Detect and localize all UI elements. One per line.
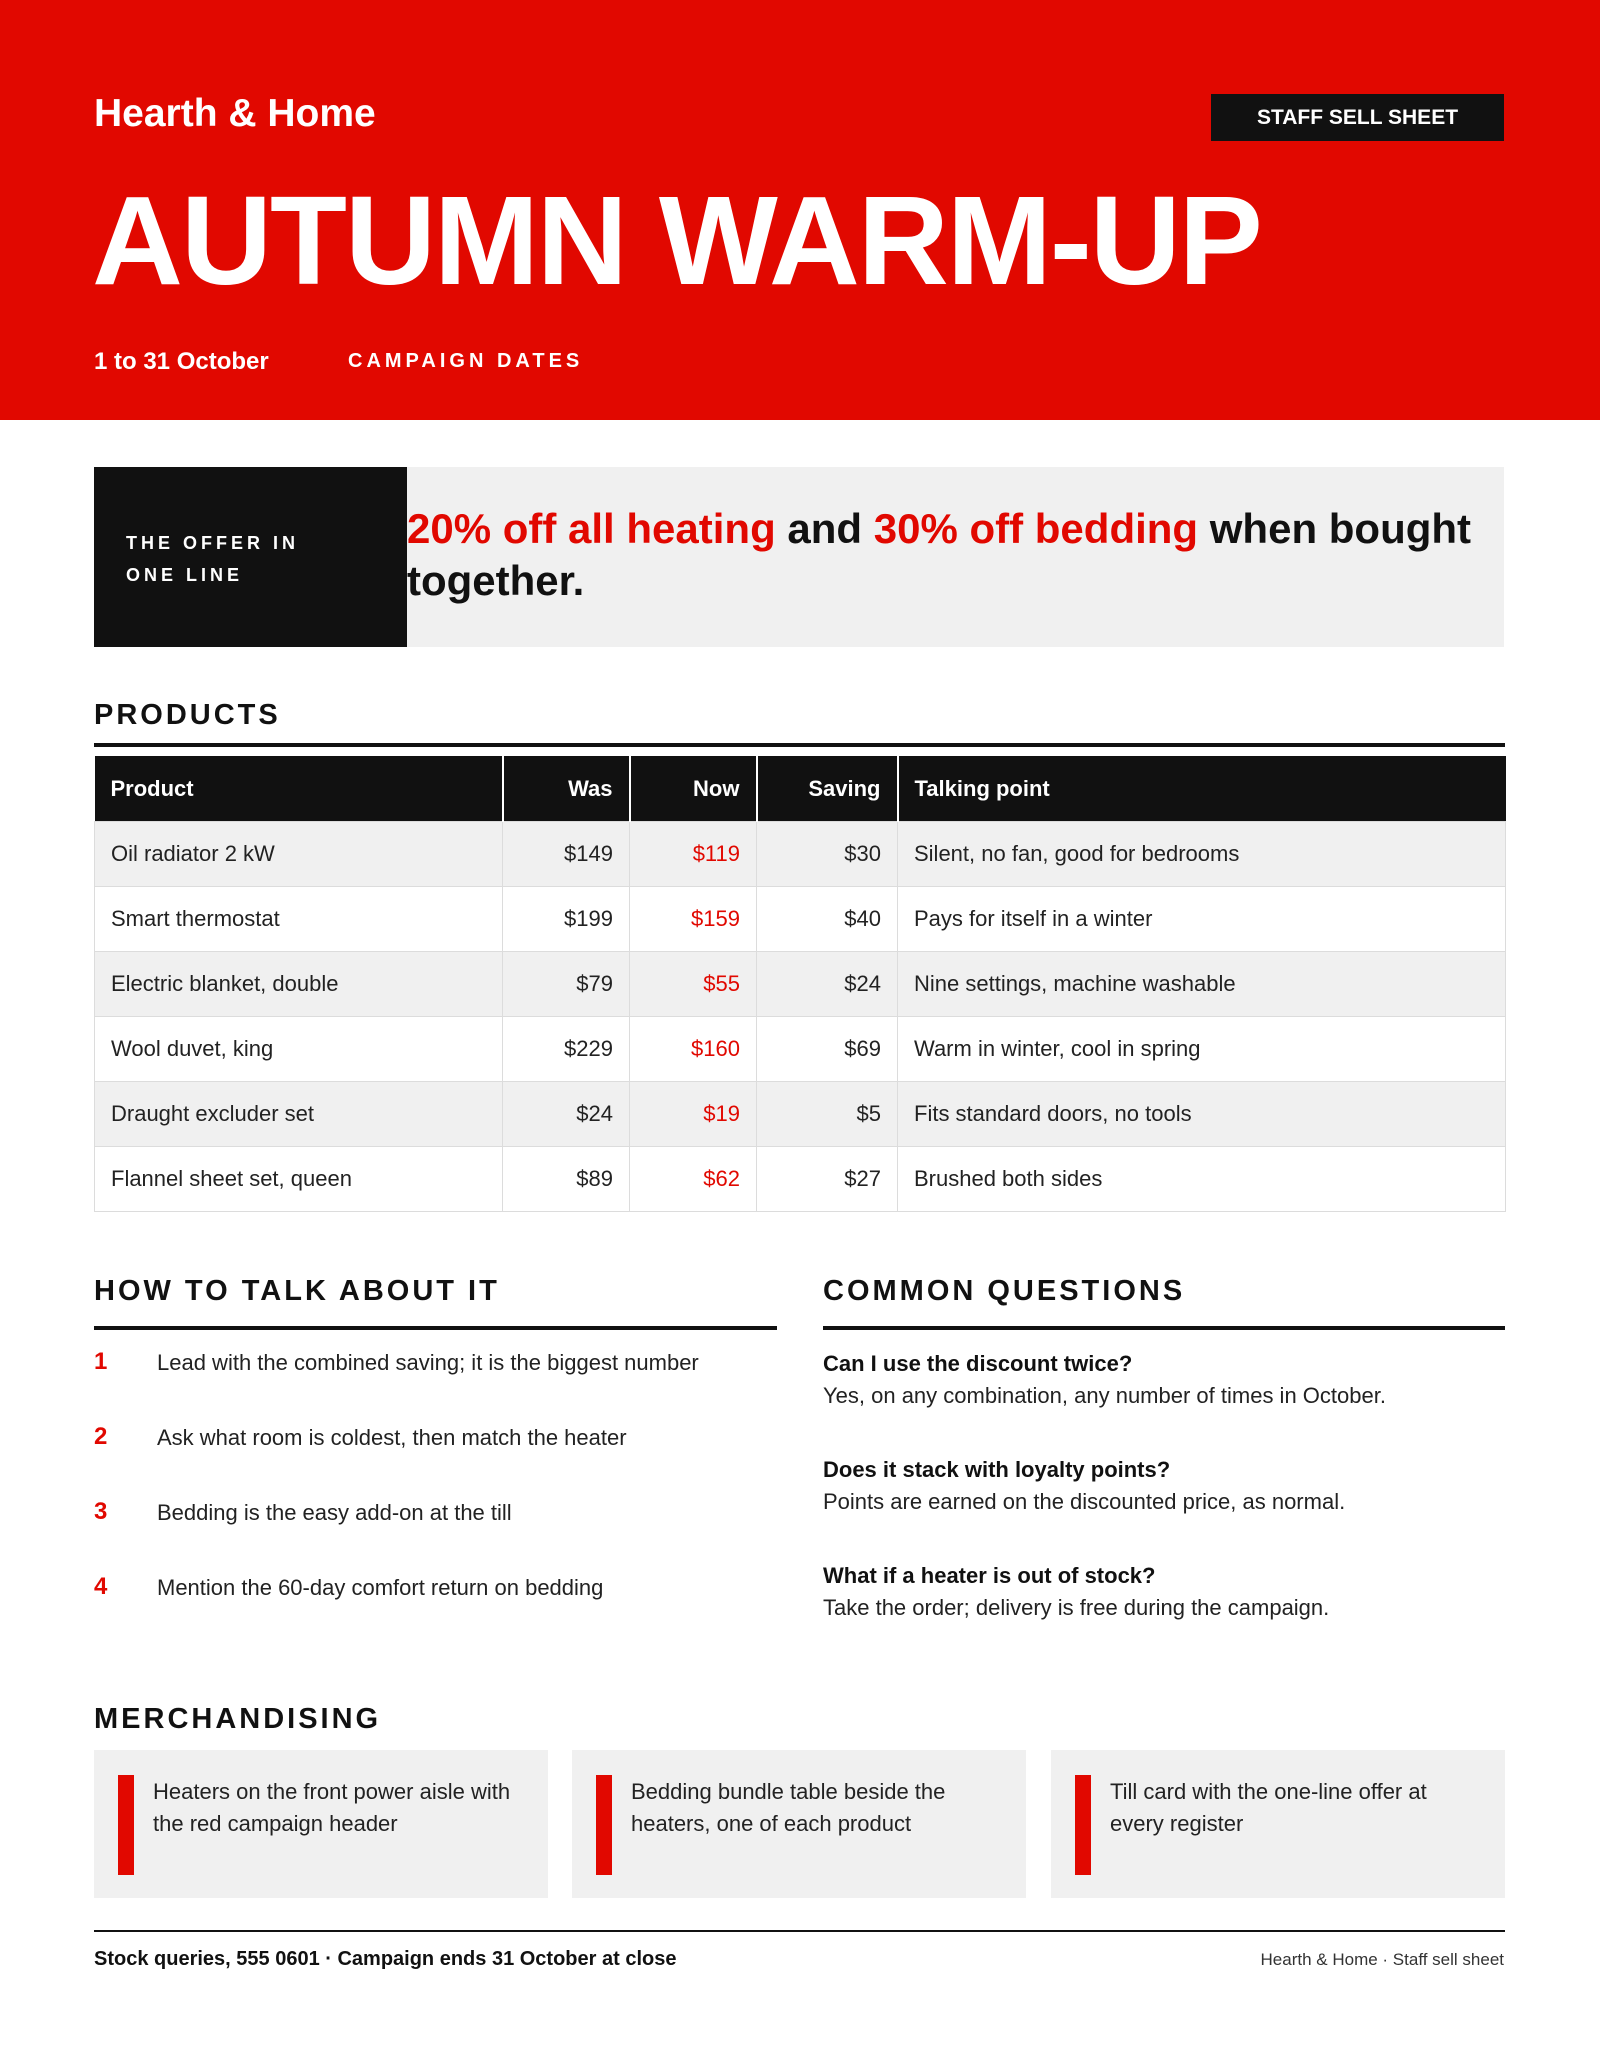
footer-rule — [94, 1930, 1505, 1932]
products-rule — [94, 743, 1505, 747]
product-name: Electric blanket, double — [95, 952, 503, 1017]
was-price: $24 — [503, 1082, 630, 1147]
talking-point: Nine settings, machine washable — [898, 952, 1506, 1017]
step-text: Bedding is the easy add-on at the till — [157, 1500, 512, 1525]
now-price: $160 — [630, 1017, 757, 1082]
step-number: 3 — [94, 1498, 108, 1525]
table-row — [95, 1147, 1506, 1212]
was-price: $89 — [503, 1147, 630, 1212]
faq-question: Can I use the discount twice? — [823, 1351, 1133, 1376]
was-price: $79 — [503, 952, 630, 1017]
list-item — [94, 1415, 774, 1490]
talk-rule — [94, 1326, 777, 1330]
products-table — [94, 756, 1506, 1212]
step-text: Ask what room is coldest, then match the heater — [157, 1425, 627, 1450]
offer-connector: and — [775, 505, 874, 552]
was-price: $229 — [503, 1017, 630, 1082]
talking-point: Brushed both sides — [898, 1147, 1506, 1212]
was-price: $199 — [503, 887, 630, 952]
card-accent-bar — [596, 1775, 612, 1875]
merch-card — [572, 1750, 1026, 1898]
offer-condition: when bought together. — [407, 505, 1472, 604]
saving: $24 — [757, 952, 898, 1017]
brand-name: Hearth & Home — [94, 92, 376, 135]
product-name: Draught excluder set — [95, 1082, 503, 1147]
product-name: Oil radiator 2 kW — [95, 822, 503, 887]
step-text: Lead with the combined saving; it is the biggest number — [157, 1350, 699, 1375]
table-row — [95, 887, 1506, 952]
merch-card — [1051, 1750, 1505, 1898]
saving: $40 — [757, 887, 898, 952]
offer-text — [407, 503, 1502, 607]
heating-discount: 20% off all heating — [407, 505, 776, 552]
faq-item — [823, 1560, 1505, 1666]
merchandising-heading: MERCHANDISING — [94, 1703, 382, 1735]
step-number: 2 — [94, 1423, 108, 1450]
faq-answer: Points are earned on the discounted price, as normal. — [823, 1489, 1346, 1514]
product-name: Wool duvet, king — [95, 1017, 503, 1082]
list-item — [94, 1565, 774, 1640]
saving: $27 — [757, 1147, 898, 1212]
step-number: 4 — [94, 1573, 108, 1600]
column-header-talking-point: Talking point — [898, 756, 1506, 822]
now-price: $119 — [630, 822, 757, 887]
product-name: Flannel sheet set, queen — [95, 1147, 503, 1212]
offer-panel — [94, 467, 1504, 647]
now-price: $19 — [630, 1082, 757, 1147]
saving: $30 — [757, 822, 898, 887]
faq-question: What if a heater is out of stock? — [823, 1563, 1156, 1588]
campaign-dates-label: CAMPAIGN DATES — [348, 350, 584, 372]
table-row — [95, 1082, 1506, 1147]
product-name: Smart thermostat — [95, 887, 503, 952]
was-price: $149 — [503, 822, 630, 887]
card-accent-bar — [1075, 1775, 1091, 1875]
campaign-title: AUTUMN WARM-UP — [92, 170, 1261, 311]
column-header-now: Now — [630, 756, 757, 822]
faq-answer: Yes, on any combination, any number of times in October. — [823, 1383, 1386, 1408]
saving: $5 — [757, 1082, 898, 1147]
offer-label — [94, 467, 407, 647]
list-item — [94, 1490, 774, 1565]
card-text: Till card with the one-line offer at every register — [1110, 1779, 1427, 1836]
column-header-product: Product — [95, 756, 503, 822]
footer-brand-note: Hearth & Home · Staff sell sheet — [1260, 1950, 1504, 1969]
merchandising-cards — [94, 1750, 1505, 1898]
offer-label-line1: THE OFFER IN — [126, 533, 299, 553]
campaign-dates: 1 to 31 October — [94, 348, 269, 375]
step-text: Mention the 60-day comfort return on bedding — [157, 1575, 604, 1600]
questions-heading: COMMON QUESTIONS — [823, 1275, 1186, 1307]
step-number: 1 — [94, 1348, 108, 1375]
list-item — [94, 1340, 774, 1415]
talking-steps — [94, 1340, 774, 1640]
now-price: $159 — [630, 887, 757, 952]
merch-card — [94, 1750, 548, 1898]
products-heading: PRODUCTS — [94, 699, 281, 731]
column-header-saving: Saving — [757, 756, 898, 822]
table-row — [95, 952, 1506, 1017]
footer-contact: Stock queries, 555 0601 · Campaign ends 31 October at close — [94, 1948, 677, 1970]
table-header-row — [95, 756, 1506, 822]
table-row — [95, 1017, 1506, 1082]
talking-point: Silent, no fan, good for bedrooms — [898, 822, 1506, 887]
faq-answer: Take the order; delivery is free during the campaign. — [823, 1595, 1330, 1620]
talking-point: Pays for itself in a winter — [898, 887, 1506, 952]
column-header-was: Was — [503, 756, 630, 822]
card-text: Heaters on the front power aisle with the red campaign header — [153, 1779, 511, 1836]
offer-label-line2: ONE LINE — [126, 565, 244, 585]
bedding-discount: 30% off bedding — [873, 505, 1199, 552]
now-price: $55 — [630, 952, 757, 1017]
card-text: Bedding bundle table beside the heaters, one of each product — [631, 1779, 946, 1836]
saving: $69 — [757, 1017, 898, 1082]
staff-sell-sheet-badge: STAFF SELL SHEET — [1211, 94, 1504, 141]
card-accent-bar — [118, 1775, 134, 1875]
questions-rule — [823, 1326, 1505, 1330]
faq-item — [823, 1454, 1505, 1560]
talk-heading: HOW TO TALK ABOUT IT — [94, 1275, 500, 1307]
table-row — [95, 822, 1506, 887]
common-questions — [823, 1348, 1505, 1666]
now-price: $62 — [630, 1147, 757, 1212]
faq-question: Does it stack with loyalty points? — [823, 1457, 1171, 1482]
talking-point: Fits standard doors, no tools — [898, 1082, 1506, 1147]
campaign-header — [0, 0, 1600, 420]
faq-item — [823, 1348, 1505, 1454]
talking-point: Warm in winter, cool in spring — [898, 1017, 1506, 1082]
